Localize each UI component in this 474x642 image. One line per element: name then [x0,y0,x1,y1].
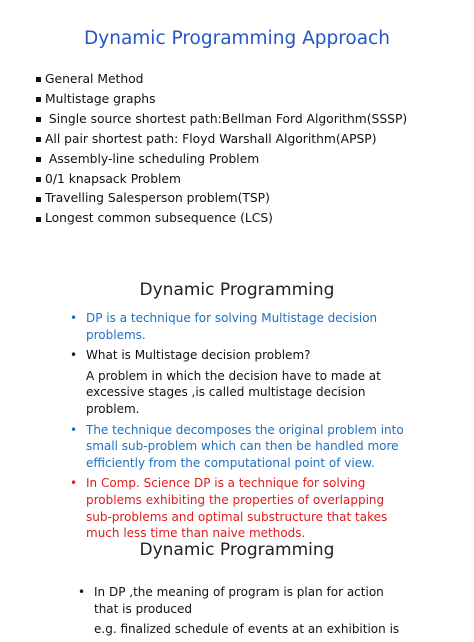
square-bullet-icon [36,197,41,202]
list-item: • What is Multistage decision problem? [70,348,311,363]
square-bullet-icon [36,77,41,82]
list-item: Longest common subsequence (LCS) [36,209,407,229]
list-item: • DP is a technique for solving Multistage decision problems. [70,311,378,342]
list-item: Assembly-line scheduling Problem [36,150,407,170]
list-item: Multistage graphs [36,90,407,110]
slide-title: Dynamic Programming Approach [84,28,390,49]
square-bullet-icon [36,117,41,122]
bullet-dot-icon: • [70,422,78,437]
list-item: • In DP ,the meaning of program is plan for action that is produced [78,585,384,616]
square-bullet-icon [36,177,41,182]
list-item: e.g. finalized schedule of events at an exhibition is [94,622,400,637]
square-bullet-icon [36,157,41,162]
square-bullet-icon [36,97,41,102]
list-item: Single source shortest path:Bellman Ford Algorithm(SSSP) [36,110,407,130]
square-bullet-icon [36,217,41,222]
slide-dp-approach [0,0,474,240]
bullet-dot-icon: • [70,348,78,363]
bullet-dot-icon: • [70,476,78,491]
list-item: 0/1 knapsack Problem [36,170,407,190]
definition-list [70,310,410,546]
slide-title: Dynamic Programming [139,280,335,300]
list-item: Travelling Salesperson problem(TSP) [36,189,407,209]
list-item: • The technique decomposes the original problem into small sub-problem which can then be handled more efficiently from the computational point of view. [70,422,404,470]
list-item: A problem in which the decision have to made at excessive stages ,is called multistage decision problem. [86,368,381,416]
square-bullet-icon [36,137,41,142]
bullet-dot-icon: • [70,311,78,325]
topic-list [36,70,407,229]
slide-title: Dynamic Programming [139,540,335,560]
slide-dp-meaning [0,530,474,637]
list-item: All pair shortest path: Floyd Warshall Algorithm(APSP) [36,130,407,150]
bullet-dot-icon: • [78,585,86,599]
meaning-list [78,584,408,642]
slide-dp-definition [0,262,474,541]
list-item: • In Comp. Science DP is a technique for solving problems exhibiting the properties of overlapping sub-problems and optimal substructure that takes much less time than naive methods. [70,476,388,541]
list-item: General Method [36,70,407,90]
